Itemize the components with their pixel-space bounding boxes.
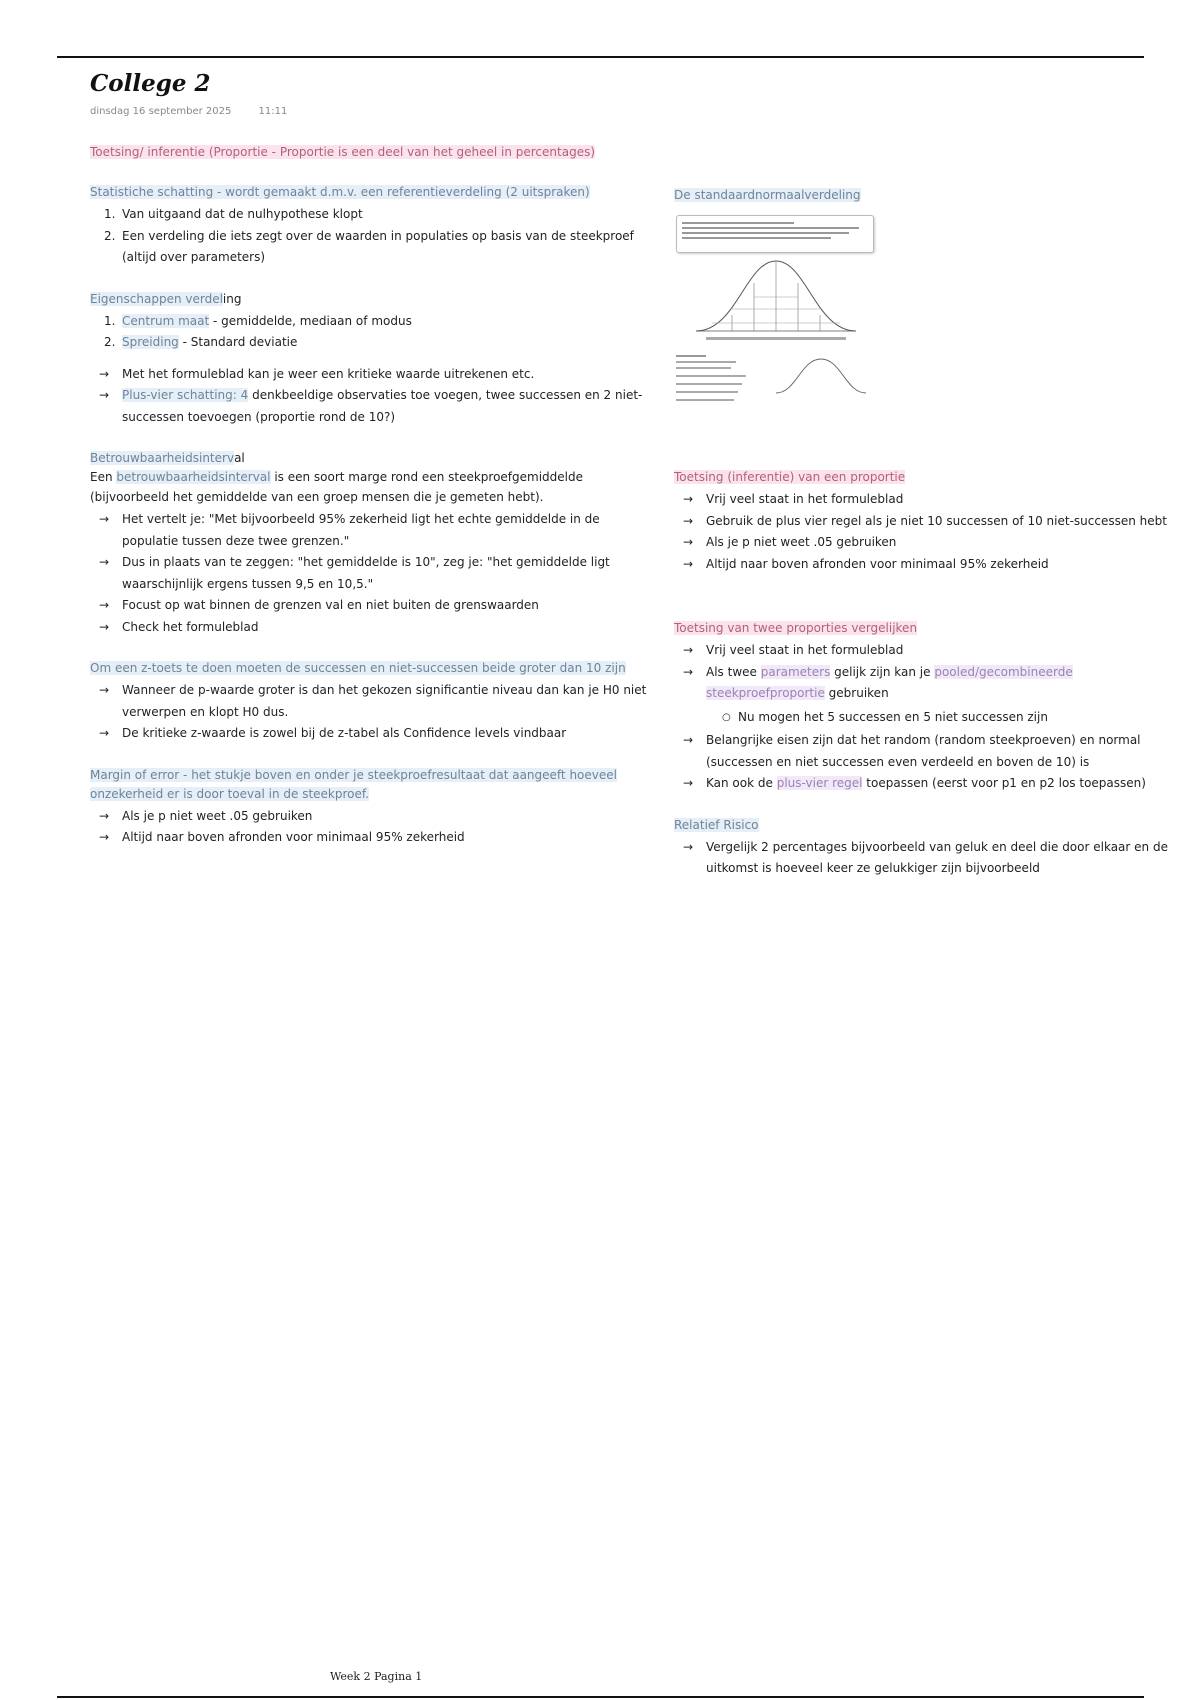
list-item (90, 364, 655, 386)
list-item (90, 680, 655, 723)
schatting-block (90, 183, 655, 269)
list-text: Belangrijke eisen zijn dat het random (random steekproeven) en normal (successen en niet successen even verdeeld en boven de 10) is (706, 733, 1141, 769)
list-text: denkbeeldige observaties toe voegen, twee successen en 2 niet-successen toevoegen (proportie rond de 10?) (122, 388, 643, 424)
list-text: Met het formuleblad kan je weer een kritieke waarde uitrekenen etc. (122, 366, 535, 381)
schatting-heading: Statistiche schatting - wordt gemaakt d.m.v. een referentieverdeling (2 uitspraken) (90, 185, 590, 199)
page-time: 11:11 (258, 106, 288, 117)
eigenschappen-list (90, 311, 655, 354)
list-text: Altijd naar boven afronden voor minimaal 95% zekerheid (706, 556, 1049, 571)
list-item (90, 509, 655, 552)
list-text: - gemiddelde, mediaan of modus (209, 313, 412, 328)
intro-block (90, 143, 655, 162)
list-text: Een verdeling die iets zegt over de waarden in populaties op basis van de steekproef (altijd over parameters) (122, 228, 634, 264)
list-text: Kan ook de (706, 776, 777, 790)
arrow-icon: → (683, 664, 694, 679)
list-item (90, 723, 655, 745)
arrow-icon: → (683, 513, 694, 528)
twee-proporties-list (674, 640, 1194, 705)
margin-block (90, 766, 655, 849)
eigenschappen-arrows (90, 364, 655, 429)
list-text: - Standard deviatie (178, 335, 298, 349)
normal-distribution-image (676, 215, 881, 416)
list-item (674, 532, 1194, 554)
twee-proporties-block (674, 619, 1194, 795)
arrow-icon: → (99, 598, 110, 612)
list-item (674, 773, 1194, 795)
arrow-icon: → (683, 556, 694, 571)
bottom-rule (57, 1696, 1144, 1698)
arrow-icon: → (683, 776, 694, 790)
betrouwbaarheid-heading: Betrouwbaarheidsinterv (90, 451, 235, 465)
list-item (674, 554, 1194, 576)
list-text: gelijk zijn kan je (830, 664, 935, 679)
list-text: toepassen (eerst voor p1 en p2 los toepassen) (862, 776, 1146, 790)
list-text: Van uitgaand dat de nulhypothese klopt (122, 207, 363, 221)
list-item (90, 204, 655, 226)
arrow-icon: → (683, 839, 694, 854)
eigenschappen-heading: Eigenschappen verdel (90, 291, 223, 306)
list-text: Als twee (706, 664, 761, 679)
betrouwbaarheid-paragraph (90, 468, 655, 507)
list-text: Focust op wat binnen de grenzen val en niet buiten de grenswaarden (122, 598, 539, 612)
margin-heading: Margin of error - het stukje boven en onder je steekproefresultaat dat aangeeft hoeveel onzekerheid er is door toeval in de steekproef. (90, 767, 617, 801)
list-item (90, 311, 655, 333)
betrouwbaarheid-heading-rest: al (234, 451, 245, 465)
betrouwbaarheid-block (90, 449, 655, 638)
list-number: 2. (104, 335, 116, 349)
list-text: Het vertelt je: "Met bijvoorbeeld 95% zekerheid ligt het echte gemiddelde in de populatie tussen deze twee grenzen." (122, 512, 600, 548)
arrow-icon: → (99, 366, 110, 381)
page-footer: Week 2 Pagina 1 (330, 1670, 423, 1683)
list-text: Nu mogen het 5 successen en 5 niet successen zijn (738, 709, 1048, 724)
highlight-term: Plus-vier schatting: 4 (122, 388, 249, 402)
list-item (674, 707, 1194, 729)
twee-proporties-list-2 (674, 730, 1194, 795)
list-item (674, 662, 1194, 705)
arrow-icon: → (99, 619, 110, 634)
bullet-icon: ○ (722, 711, 731, 723)
standaard-heading: De standaardnormaalverdeling (674, 188, 861, 202)
left-column (90, 143, 655, 870)
image-textcard (676, 215, 874, 253)
arrow-icon: → (683, 643, 694, 657)
list-item (90, 552, 655, 595)
list-item (674, 511, 1194, 533)
arrow-icon: → (683, 535, 694, 549)
list-text: Altijd naar boven afronden voor minimaal 95% zekerheid (122, 830, 465, 844)
page-title: College 2 (90, 70, 211, 97)
list-number: 2. (104, 228, 116, 243)
list-item (90, 617, 655, 639)
exercise-curve-icon (676, 351, 876, 413)
arrow-icon: → (683, 492, 694, 506)
risico-block (674, 816, 1194, 880)
para-text: Een (90, 470, 117, 484)
list-number: 1. (104, 207, 116, 221)
standaard-block (674, 186, 1194, 416)
list-number: 1. (104, 313, 116, 328)
toetsing-proportie-heading: Toetsing (inferentie) van een proportie (674, 470, 906, 484)
twee-proporties-sublist (674, 707, 1194, 729)
page-meta (90, 106, 311, 117)
list-text: Gebruik de plus vier regel als je niet 10 successen of 10 niet-successen hebt (706, 513, 1167, 528)
list-item (90, 226, 655, 269)
highlight-term: Centrum maat (122, 313, 210, 328)
arrow-icon: → (99, 555, 110, 569)
list-text: Vrij veel staat in het formuleblad (706, 492, 904, 506)
ztoets-heading: Om een z-toets te doen moeten de successen en niet-successen beide groter dan 10 zijn (90, 661, 626, 675)
arrow-icon: → (99, 808, 110, 823)
list-item (674, 640, 1194, 662)
list-item (90, 385, 655, 428)
list-text: Check het formuleblad (122, 619, 259, 634)
betrouwbaarheid-list (90, 509, 655, 638)
list-text: Vrij veel staat in het formuleblad (706, 643, 904, 657)
arrow-icon: → (99, 388, 110, 402)
toetsing-proportie-list (674, 489, 1194, 575)
arrow-icon: → (99, 830, 110, 844)
bell-curve-icon (676, 253, 876, 348)
list-text: Als je p niet weet .05 gebruiken (706, 535, 897, 549)
eigenschappen-block (90, 290, 655, 429)
highlight-term: plus-vier regel (776, 776, 863, 790)
schatting-list (90, 204, 655, 269)
arrow-icon: → (99, 512, 110, 526)
highlight-term: pooled/gecombineerde steekproefproportie (706, 664, 1073, 700)
highlight-term: parameters (760, 664, 831, 679)
list-item (90, 806, 655, 828)
list-item (674, 489, 1194, 511)
arrow-icon: → (99, 683, 110, 697)
list-item (90, 332, 655, 354)
ztoets-block (90, 659, 655, 745)
risico-heading: Relatief Risico (674, 817, 759, 832)
top-rule (57, 56, 1144, 58)
list-text: Als je p niet weet .05 gebruiken (122, 808, 313, 823)
list-item (674, 837, 1194, 880)
list-text: Dus in plaats van te zeggen: "het gemiddelde is 10", zeg je: "het gemiddelde ligt waarschijnlijk ergens tussen 9,5 en 10,5." (122, 555, 610, 591)
page-date: dinsdag 16 september 2025 (90, 106, 232, 117)
arrow-icon: → (99, 726, 110, 740)
margin-list (90, 806, 655, 849)
list-item (90, 827, 655, 849)
right-column (674, 186, 1194, 901)
list-text: Vergelijk 2 percentages bijvoorbeeld van geluk en deel die door elkaar en de uitkomst is hoeveel keer ze gelukkiger zijn bijvoorbeeld (706, 839, 1168, 875)
highlight-term: Spreiding (122, 335, 179, 349)
arrow-icon: → (683, 733, 694, 747)
list-text: Wanneer de p-waarde groter is dan het gekozen significantie niveau dan kan je H0 niet verwerpen en klopt H0 dus. (122, 683, 647, 719)
list-text: De kritieke z-waarde is zowel bij de z-tabel als Confidence levels vindbaar (122, 726, 567, 740)
list-item (90, 595, 655, 617)
ztoets-list (90, 680, 655, 745)
para-text: is een soort marge rond een steekproefgemiddelde (bijvoorbeeld het gemiddelde van een groep mensen die je gemeten hebt). (90, 470, 584, 504)
eigenschappen-heading-rest: ing (222, 291, 242, 306)
risico-list (674, 837, 1194, 880)
toetsing-proportie-block (674, 468, 1194, 575)
list-item (674, 730, 1194, 773)
list-text: gebruiken (824, 686, 889, 700)
highlight-term: betrouwbaarheidsinterval (116, 470, 271, 484)
intro-heading: Toetsing/ inferentie (Proportie - Proportie is een deel van het geheel in percentages) (90, 145, 596, 159)
twee-proporties-heading: Toetsing van twee proporties vergelijken (674, 621, 918, 635)
